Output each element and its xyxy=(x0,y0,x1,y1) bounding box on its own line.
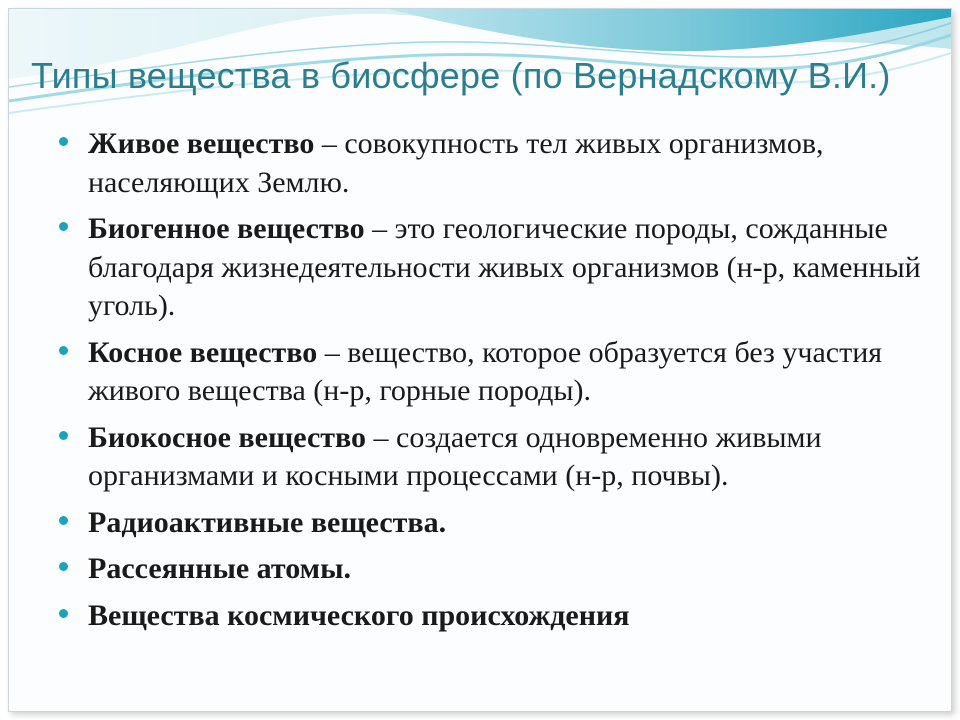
definition: – вещество, которое образуется без участия живого вещества (н-р, горные породы). xyxy=(88,335,883,407)
bullet-icon xyxy=(59,346,68,355)
term: Вещества космического происхождения xyxy=(88,598,630,632)
slide-title: Типы вещества в биосфере (по Вернадскому В.И.) xyxy=(31,55,891,96)
term: Живое вещество xyxy=(88,127,315,160)
slide xyxy=(8,8,952,712)
term: Косное вещество xyxy=(88,335,318,369)
definition: – это геологические породы, сожданные благодаря жизнедеятельности живых организмов (н-р, каменный уголь). xyxy=(88,212,921,322)
definition: – совокупность тел живых организмов, населяющих Землю. xyxy=(88,127,824,199)
list-item xyxy=(9,550,951,589)
bullet-icon xyxy=(59,609,68,618)
bullet-icon xyxy=(59,516,68,525)
bullet-list xyxy=(9,125,951,643)
bullet-icon xyxy=(59,222,68,231)
bullet-icon xyxy=(59,562,68,571)
term: Биокосное вещество xyxy=(88,420,366,454)
list-item xyxy=(9,125,951,202)
term: Радиоактивные вещества. xyxy=(88,505,447,539)
definition: – создается одновременно живыми организмами и косными процессами (н-р, почвы). xyxy=(88,420,822,492)
list-item xyxy=(9,419,951,496)
list-item xyxy=(9,597,951,636)
list-item xyxy=(9,210,951,326)
term: Рассеянные атомы. xyxy=(88,552,352,585)
list-item xyxy=(9,334,951,411)
term: Биогенное вещество xyxy=(88,212,365,245)
bullet-icon xyxy=(59,431,68,440)
bullet-icon xyxy=(59,137,68,146)
list-item xyxy=(9,504,951,543)
